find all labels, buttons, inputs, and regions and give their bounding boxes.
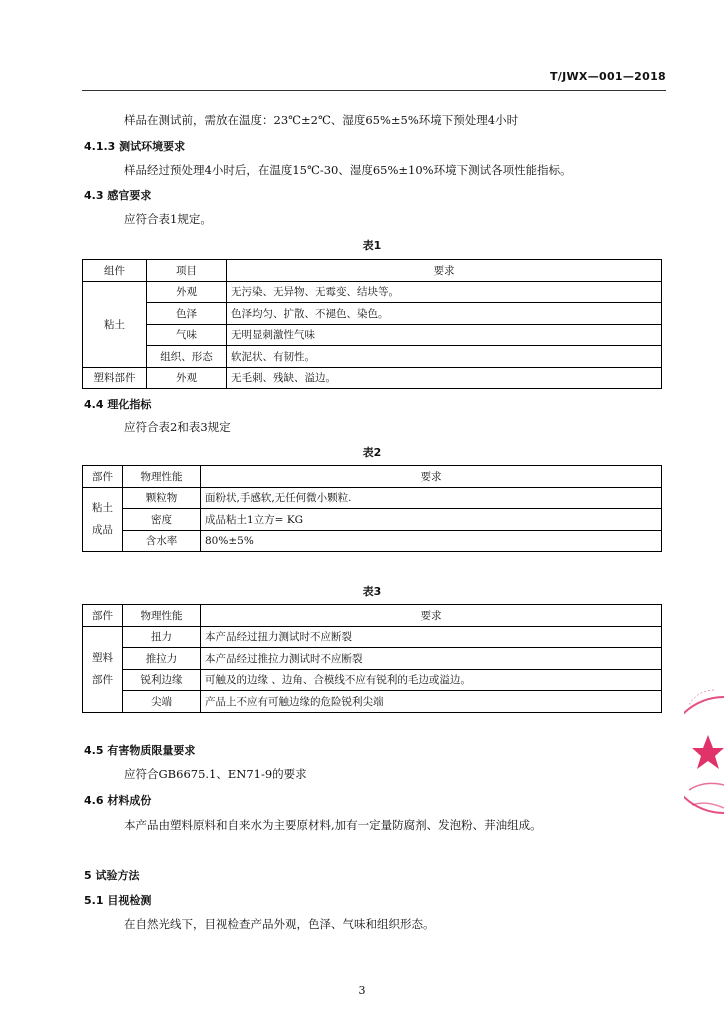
table1-caption: 表1 — [362, 239, 382, 252]
visual-test-text: 在自然光线下，目视检查产品外观，色泽、气味和组织形态。 — [124, 917, 435, 931]
item-cell: 气味 — [147, 324, 227, 346]
table-header-cell: 部件 — [83, 466, 123, 488]
table-header-row — [83, 466, 662, 488]
table-row — [83, 324, 662, 346]
page-number: 3 — [358, 984, 366, 997]
table-header-cell: 要求 — [201, 605, 662, 627]
hazard-text: 应符合GB6675.1、EN71-9的要求 — [124, 767, 307, 781]
req-cell: 成品粘土1立方= KG — [201, 509, 662, 531]
prop-cell: 推拉力 — [123, 648, 201, 670]
item-cell: 组织、形态 — [147, 346, 227, 368]
table-header-cell: 部件 — [83, 605, 123, 627]
table-row — [83, 626, 662, 648]
table1 — [82, 259, 662, 389]
table3-caption: 表3 — [362, 585, 382, 598]
prop-cell: 密度 — [123, 509, 201, 531]
table-header-cell: 要求 — [227, 260, 662, 282]
req-cell: 本产品经过扭力测试时不应断裂 — [201, 626, 662, 648]
table-row — [83, 648, 662, 670]
pretreat-text: 样品在测试前，需放在温度：23℃±2℃、湿度65%±5%环境下预处理4小时 — [124, 113, 519, 127]
header-rule — [82, 90, 666, 91]
item-cell: 色泽 — [147, 303, 227, 325]
prop-cell: 颗粒物 — [123, 487, 201, 509]
prop-cell: 扭力 — [123, 626, 201, 648]
item-cell: 外观 — [147, 281, 227, 303]
table3 — [82, 604, 662, 713]
table-row — [83, 281, 662, 303]
table-header-cell: 物理性能 — [123, 466, 201, 488]
req-cell: 无明显刺激性气味 — [227, 324, 662, 346]
group-cell: 塑料部件 — [83, 367, 147, 389]
table-header-cell: 项目 — [147, 260, 227, 282]
group-cell: 粘土 成品 — [83, 487, 123, 552]
req-cell: 无污染、无异物、无霉变、结块等。 — [227, 281, 662, 303]
document-code: T/JWX—001—2018 — [549, 70, 666, 83]
req-cell: 产品上不应有可触边缘的危险锐利尖端 — [201, 691, 662, 713]
sensory-text: 应符合表1规定。 — [124, 212, 212, 226]
req-cell: 色泽均匀、扩散、不褪色、染色。 — [227, 303, 662, 325]
seal-stamp-icon — [684, 680, 724, 830]
req-cell: 可触及的边缘 、边角、合模线不应有锐利的毛边或溢边。 — [201, 669, 662, 691]
table-header-cell: 要求 — [201, 466, 662, 488]
heading-4-5: 4.5 有害物质限量要求 — [84, 744, 196, 757]
test-env-text: 样品经过预处理4小时后，在温度15℃-30、湿度65%±10%环境下测试各项性能指标。 — [124, 163, 572, 177]
heading-5-1: 5.1 目视检测 — [84, 894, 152, 907]
req-cell: 本产品经过推拉力测试时不应断裂 — [201, 648, 662, 670]
prop-cell: 含水率 — [123, 530, 201, 552]
heading-4-4: 4.4 理化指标 — [84, 398, 152, 411]
table2 — [82, 465, 662, 552]
item-cell: 外观 — [147, 367, 227, 389]
table-row — [83, 509, 662, 531]
prop-cell: 锐利边缘 — [123, 669, 201, 691]
prop-cell: 尖端 — [123, 691, 201, 713]
table-header-row — [83, 260, 662, 282]
table2-caption: 表2 — [362, 446, 382, 459]
table-header-row — [83, 605, 662, 627]
heading-4-1-3: 4.1.3 测试环境要求 — [84, 140, 186, 153]
material-text: 本产品由塑料原料和自来水为主要原材料,加有一定量防腐剂、发泡粉、茾油组成。 — [124, 818, 542, 832]
table-row — [83, 691, 662, 713]
req-cell: 无毛刺、残缺、溢边。 — [227, 367, 662, 389]
table-header-cell: 物理性能 — [123, 605, 201, 627]
req-cell: 软泥状、有韧性。 — [227, 346, 662, 368]
group-cell: 粘土 — [83, 281, 147, 367]
table-row — [83, 303, 662, 325]
table-row — [83, 367, 662, 389]
heading-4-6: 4.6 材料成份 — [84, 794, 152, 807]
table-header-cell: 组件 — [83, 260, 147, 282]
physchem-text: 应符合表2和表3规定 — [124, 420, 231, 434]
req-cell: 面粉状,手感软,无任何微小颗粒. — [201, 487, 662, 509]
table-row — [83, 530, 662, 552]
table-row — [83, 346, 662, 368]
table-row — [83, 487, 662, 509]
heading-5: 5 试验方法 — [84, 869, 140, 882]
table-row — [83, 669, 662, 691]
heading-4-3: 4.3 感官要求 — [84, 189, 152, 202]
group-cell: 塑料 部件 — [83, 626, 123, 712]
req-cell: 80%±5% — [201, 530, 662, 552]
